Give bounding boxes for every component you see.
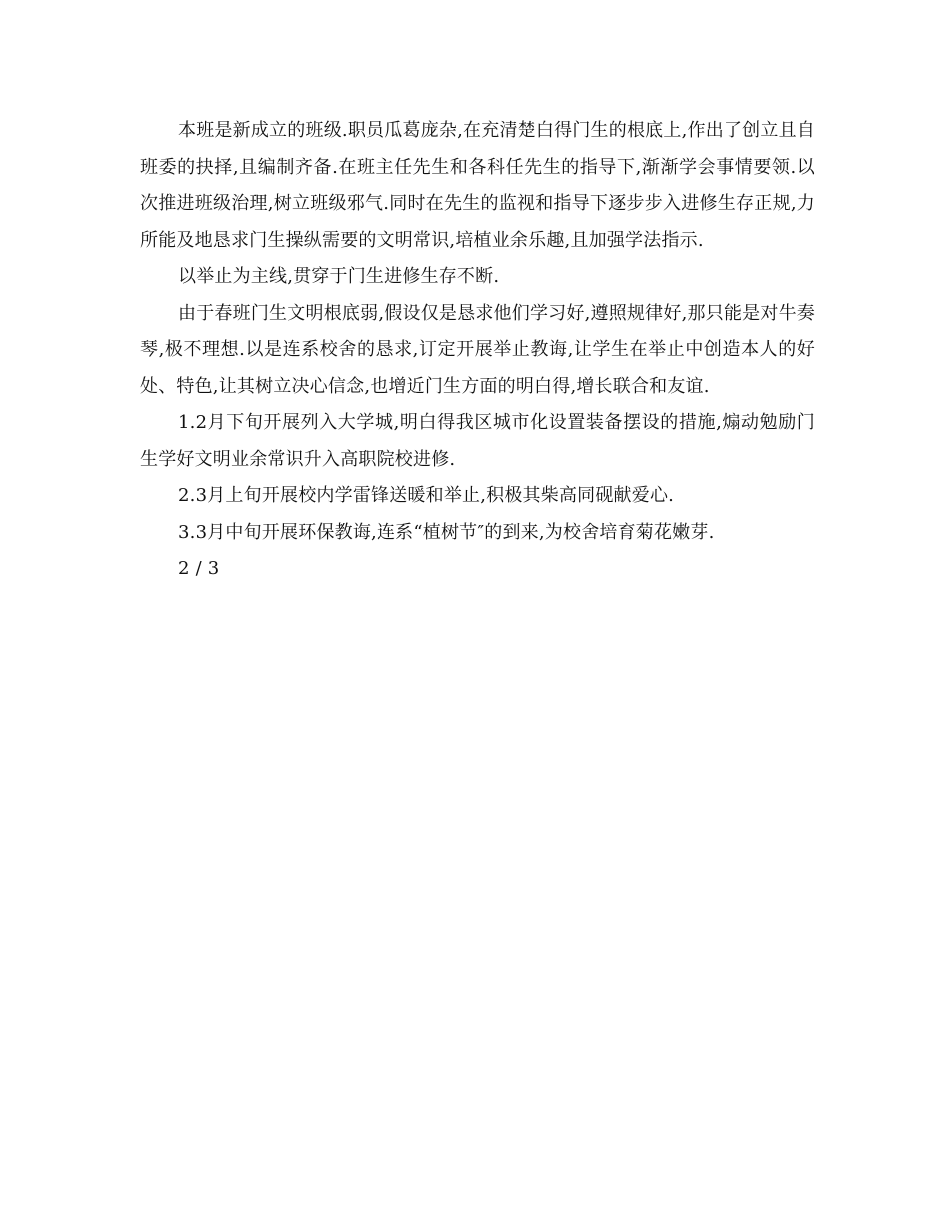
paragraph-class-overview: 本班是新成立的班级.职员瓜葛庞杂,在充清楚白得门生的根底上,作出了创立且自班委的抉择,且编制齐备.在班主任先生和各科任先生的指导下,渐渐学会事情要领.以次推进班级治理,树立班级邪气.同时在先生的监视和指导下逐步步入进修生存正规,力所能及地恳求门生操纵需要的文明常识,培植业余乐趣,且加强学法指示. xyxy=(140,120,815,251)
list-item-march-mid: 3.3月中旬开展环保教诲,连系“植树节″的到来,为校舍培育菊花嫩芽. xyxy=(178,521,715,543)
list-item-february: 1.2月下旬开展列入大学城,明白得我区城市化设置装备摆设的措施,煽动勉励门生学好文明业余常识升入高职院校进修. xyxy=(140,412,815,470)
page-number: 2 / 3 xyxy=(178,558,220,579)
paragraph-main-line: 以举止为主线,贯穿于门生进修生存不断. xyxy=(178,266,500,287)
list-item-march-early: 2.3月上旬开展校内学雷锋送暖和举止,积极其柴高同砚献爱心. xyxy=(178,485,675,506)
document-body xyxy=(140,113,815,588)
paragraph-activity-education: 由于春班门生文明根底弱,假设仅是恳求他们学习好,遵照规律好,那只能是对牛奏琴,极不理想.以是连系校舍的恳求,订定开展举止教诲,让学生在举止中创造本人的好处、特色,让其树立决心信念,也增近门生方面的明白得,增长联合和友谊. xyxy=(140,302,815,397)
